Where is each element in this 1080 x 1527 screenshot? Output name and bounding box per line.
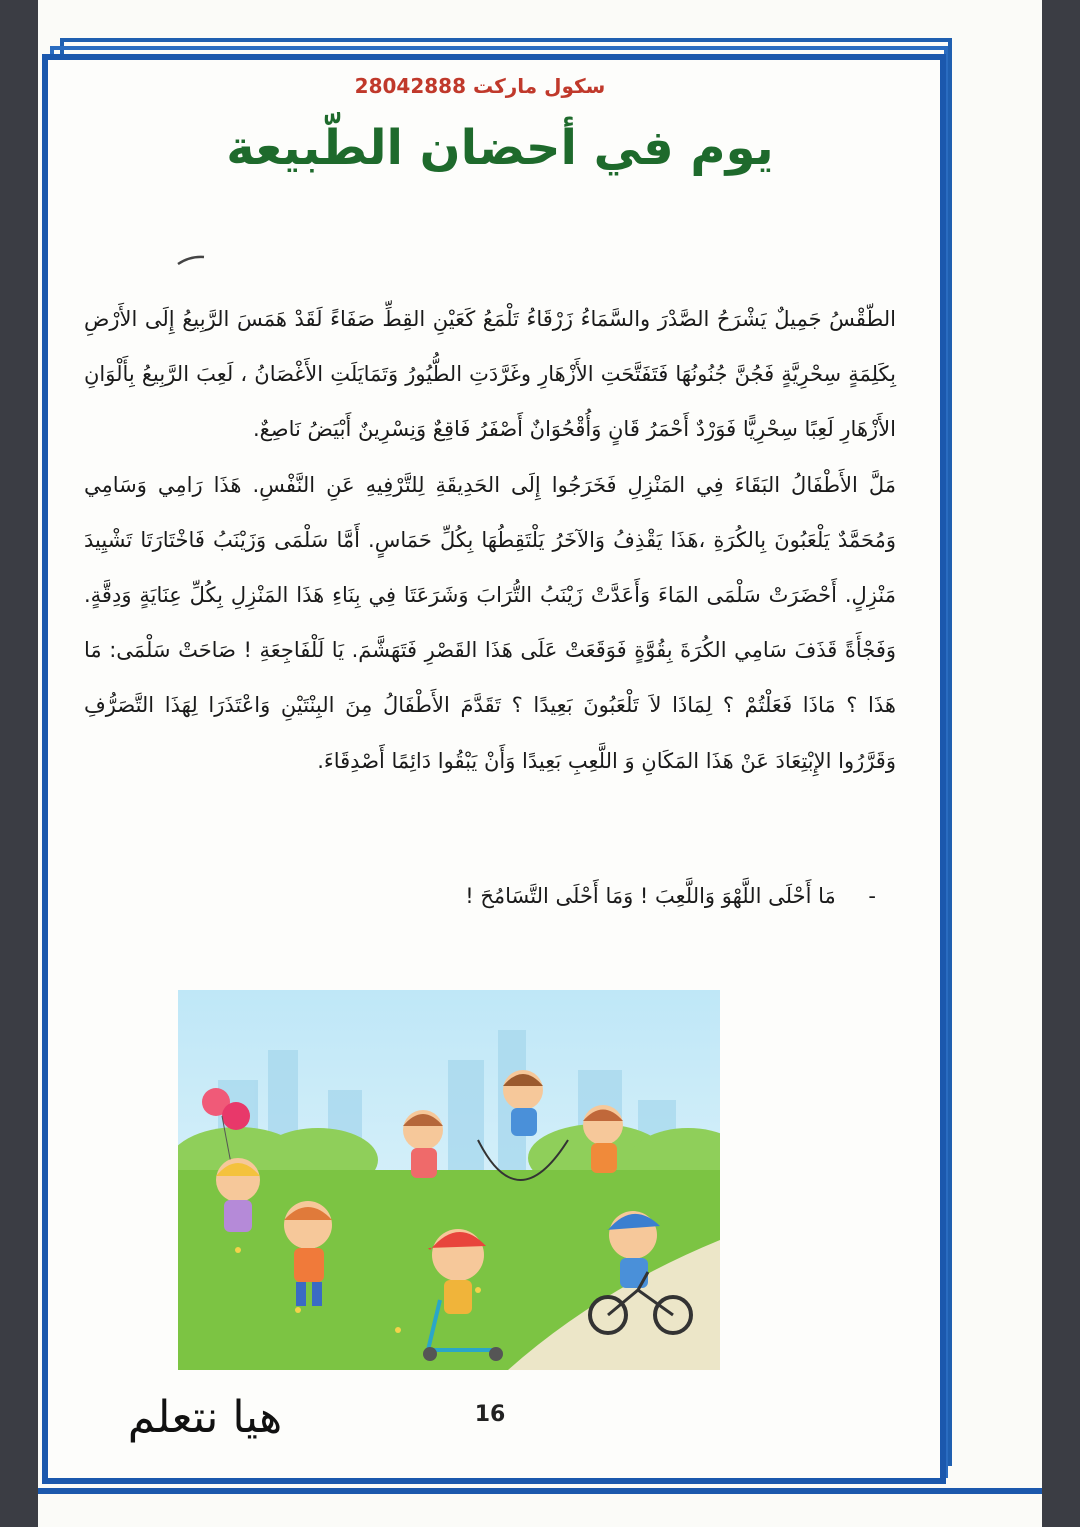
story-paragraph-1: الطّقْسُ جَمِيلٌ يَشْرَحُ الصَّدْرَ والسَّمَاءُ زَرْقَاءُ تَلْمَعُ كَعَيْنِ القِطِّ صَفَاءً لَقَدْ هَمَسَ الرَّبِيعُ إِلَى الأَرْضِ بِكَلِمَةٍ سِحْرِيَّةٍ فَجُنَّ جُنُونُهَا فَتَفَتَّحَتِ الأَزْهَارِ وغَرَّدَتِ الطُّيُورُ وَتَمَايَلَتِ الأَغْصَانُ ، لَعِبَ الرَّبِيعُ بِأَلْوَانِ الأَزْهَارِ لَعِبًا سِحْرِيًّا فَوَرْدٌ أَحْمَرُ قَانٍ وَأُقْحُوَانٌ أَصْفَرُ فَاقِعٌ وَنِسْرِينٌ أَبْيَضُ نَاصِعٌ. — [84, 307, 896, 442]
phone-line: سكول ماركت 28042888 — [354, 74, 606, 98]
page-title: يوم في أحضان الطّبيعة — [226, 120, 774, 176]
pencil-mark-icon — [176, 254, 206, 266]
children-playing-illustration — [178, 990, 720, 1370]
story-text — [84, 292, 896, 789]
brand-logo-text: هيا نتعلم — [127, 1392, 283, 1443]
closing-text: مَا أَحْلَى اللَّهْوَ وَاللَّعِبَ ! وَمَا أَحْلَى التَّسَامُحَ ! — [465, 884, 836, 908]
closing-dash: - — [868, 884, 876, 908]
page-number: 16 — [474, 1402, 506, 1427]
closing-line — [300, 884, 876, 908]
story-paragraph-2: مَلَّ الأَطْفَالُ البَقَاءَ فِي المَنْزِلِ فَخَرَجُوا إِلَى الحَدِيقَةِ لِلتَّرْفِيهِ عَنِ النَّفْسِ. هَذَا رَامِي وَسَامِي وَمُحَمَّدٌ يَلْعَبُونَ بِالكُرَةِ ،هَذَا يَقْذِفُ وَالآخَرُ يَلْتَقِطُهَا بِكُلِّ حَمَاسٍ. أَمَّا سَلْمَى وَزَيْنَبُ فَاخْتَارَتَا تَشْيِيدَ مَنْزِلٍ. أَحْضَرَتْ سَلْمَى المَاءَ وَأَعَدَّتْ زَيْنَبُ التُّرَابَ وَشَرَعَتَا فِي بِنَاءِ هَذَا المَنْزِلِ بِكُلِّ عِنَايَةٍ وَدِقَّةٍ. وَفَجْأَةً قَذَفَ سَامِي الكُرَةَ بِقُوَّةٍ فَوَقَعَتْ عَلَى هَذَا القَصْرِ فَتَهَشَّمَ. يَا لَلْفَاجِعَةِ ! صَاحَتْ سَلْمَى: مَا هَذَا ؟ مَاذَا فَعَلْتُمْ ؟ لِمَاذَا لاَ تَلْعَبُونَ بَعِيدًا ؟ تَقَدَّمَ الأَطْفَالُ مِنَ البِنْتَيْنِ وَاعْتَذَرَا لِهَذَا التَّصَرُّفِ وَقَرَّرُوا الإِبْتِعَادَ عَنْ هَذَا المَكَانِ وَ اللَّعِبِ بَعِيدًا وَأَنْ يَبْقُوا دَائِمًا أَصْدِقَاءَ. — [84, 472, 896, 773]
bottom-border — [38, 1488, 1042, 1494]
